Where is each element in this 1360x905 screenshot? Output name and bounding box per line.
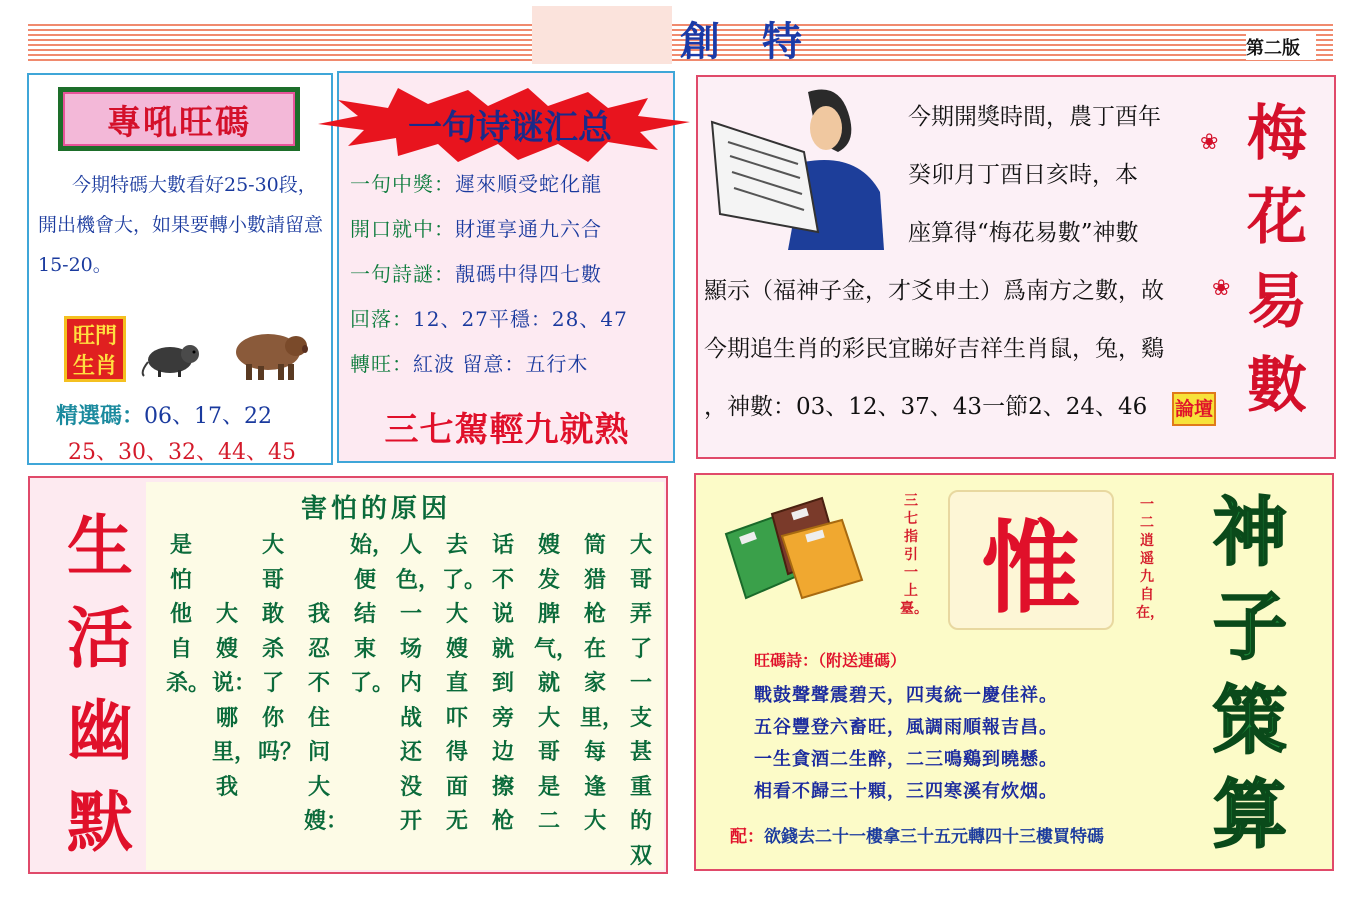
page-title: 創特 <box>680 18 844 65</box>
featured-character: 惟 <box>948 490 1114 630</box>
zodiac-badge <box>64 316 126 382</box>
poem-riddle-heading: 一句诗谜汇总 <box>408 108 612 148</box>
lucky-poem-label: 旺碼詩：（附送連碼） <box>754 651 907 670</box>
lucky-poem <box>754 680 1194 808</box>
special-code-badge <box>58 87 300 151</box>
story-column: 话不说就到旁边擦枪 <box>491 532 514 834</box>
poem-line: 戰鼓聲聲震碧天，四夷統一慶佳祥。 <box>754 685 1058 706</box>
plum-blossom-vertical-title: 梅花易數 <box>1247 99 1307 421</box>
footer-label: 配： <box>730 827 764 847</box>
poem-line: 相看不歸三十顆，三四寒溪有炊烟。 <box>754 781 1058 802</box>
story-column: 去了。大嫂直吓得面无 <box>442 532 487 834</box>
plum-flower-icon: ❀ <box>1200 130 1219 155</box>
story-column: 始，便结束了。 <box>350 532 395 696</box>
story-column: 是怕他自杀。 <box>166 532 211 696</box>
poem-riddle-line: 轉旺：紅波 留意：五行木 <box>350 352 589 376</box>
edition-label: 第二版 <box>1246 34 1316 60</box>
poem-riddle-footer: 三七駕輕九就熟 <box>384 410 630 450</box>
story-column: 大哥弄了一支甚重的双 <box>629 532 652 869</box>
story-column: 我忍不住问大嫂： <box>304 601 349 834</box>
story-column: 人色，一场内战还没开 <box>396 532 441 834</box>
poem-riddle-line: 一句中獎：遲來順受蛇化龍 <box>350 172 602 196</box>
pig-image <box>228 322 308 384</box>
books-image <box>722 494 872 604</box>
story-column: 大哥敢杀了你吗？ <box>258 532 303 765</box>
story-column: 筒猎枪在家里，每逢大 <box>580 532 625 834</box>
special-code-text: 今期特碼大數看好25-30段，開出機會大，如果要轉小數請留意15-20。 <box>38 174 324 276</box>
forum-badge: 論壇 <box>1172 392 1216 426</box>
poem-riddle-line: 一句詩謎：靚碼中得四七數 <box>350 262 602 286</box>
plum-line: 顯示（福神子金，才爻申土）爲南方之數，故 <box>704 278 1164 304</box>
plum-line: 癸卯月丁酉日亥時，本 <box>908 162 1138 188</box>
story-column: 嫂发脾气，就大哥是二 <box>534 532 579 834</box>
picks-line1: 06、17、22 <box>144 404 272 429</box>
plum-line: 座算得“梅花易數”神數 <box>908 220 1139 246</box>
poem-riddle-lines <box>350 162 672 387</box>
special-code-badge-text: 專吼旺碼 <box>63 92 295 146</box>
life-humor-title: 害怕的原因 <box>300 494 451 524</box>
divine-strategy-footer <box>730 822 1210 847</box>
left-vertical-verse: 三七指引一上臺。 <box>900 493 928 617</box>
plum-line: 今期追生肖的彩民宜睇好吉祥生肖鼠，兔，鷄 <box>704 336 1164 362</box>
poem-riddle-line: 開口就中：財運享通九六合 <box>350 217 602 241</box>
poem-line: 一生貪酒二生醉，二三鳴鷄到曉懸。 <box>754 749 1058 770</box>
footer-text: 欲錢去二十一樓拿三十五元轉四十三樓買特碼 <box>764 827 1104 847</box>
plum-blossom-text <box>704 88 1194 436</box>
poem-riddle-line: 回落：12、27平穩：28、47 <box>350 307 628 331</box>
right-vertical-verse: 一二逍遥九自在， <box>1136 497 1164 621</box>
story-column: 大嫂说：哪里，我 <box>212 601 257 800</box>
picks-block <box>56 398 326 471</box>
plum-line: ，神數：03、12、37、43一節2、24、46 <box>704 394 1148 420</box>
plum-flower-icon: ❀ <box>1212 276 1231 301</box>
header-title-backdrop <box>532 6 672 64</box>
zodiac-badge-line1: 旺門 <box>72 323 117 349</box>
divine-strategy-vertical-title: 神子策算 <box>1213 490 1287 858</box>
plum-line: 今期開獎時間，農丁酉年 <box>908 104 1161 130</box>
rat-image <box>140 338 202 378</box>
picks-label: 精選碼： <box>56 403 145 429</box>
zodiac-badge-line2: 生肖 <box>72 353 117 379</box>
picks-line2: 25、30、32、44、45 <box>68 440 296 465</box>
life-humor-vertical-title: 生活幽默 <box>67 507 133 861</box>
poem-line: 五谷豐登六畜旺，風調雨順報吉昌。 <box>754 717 1058 738</box>
